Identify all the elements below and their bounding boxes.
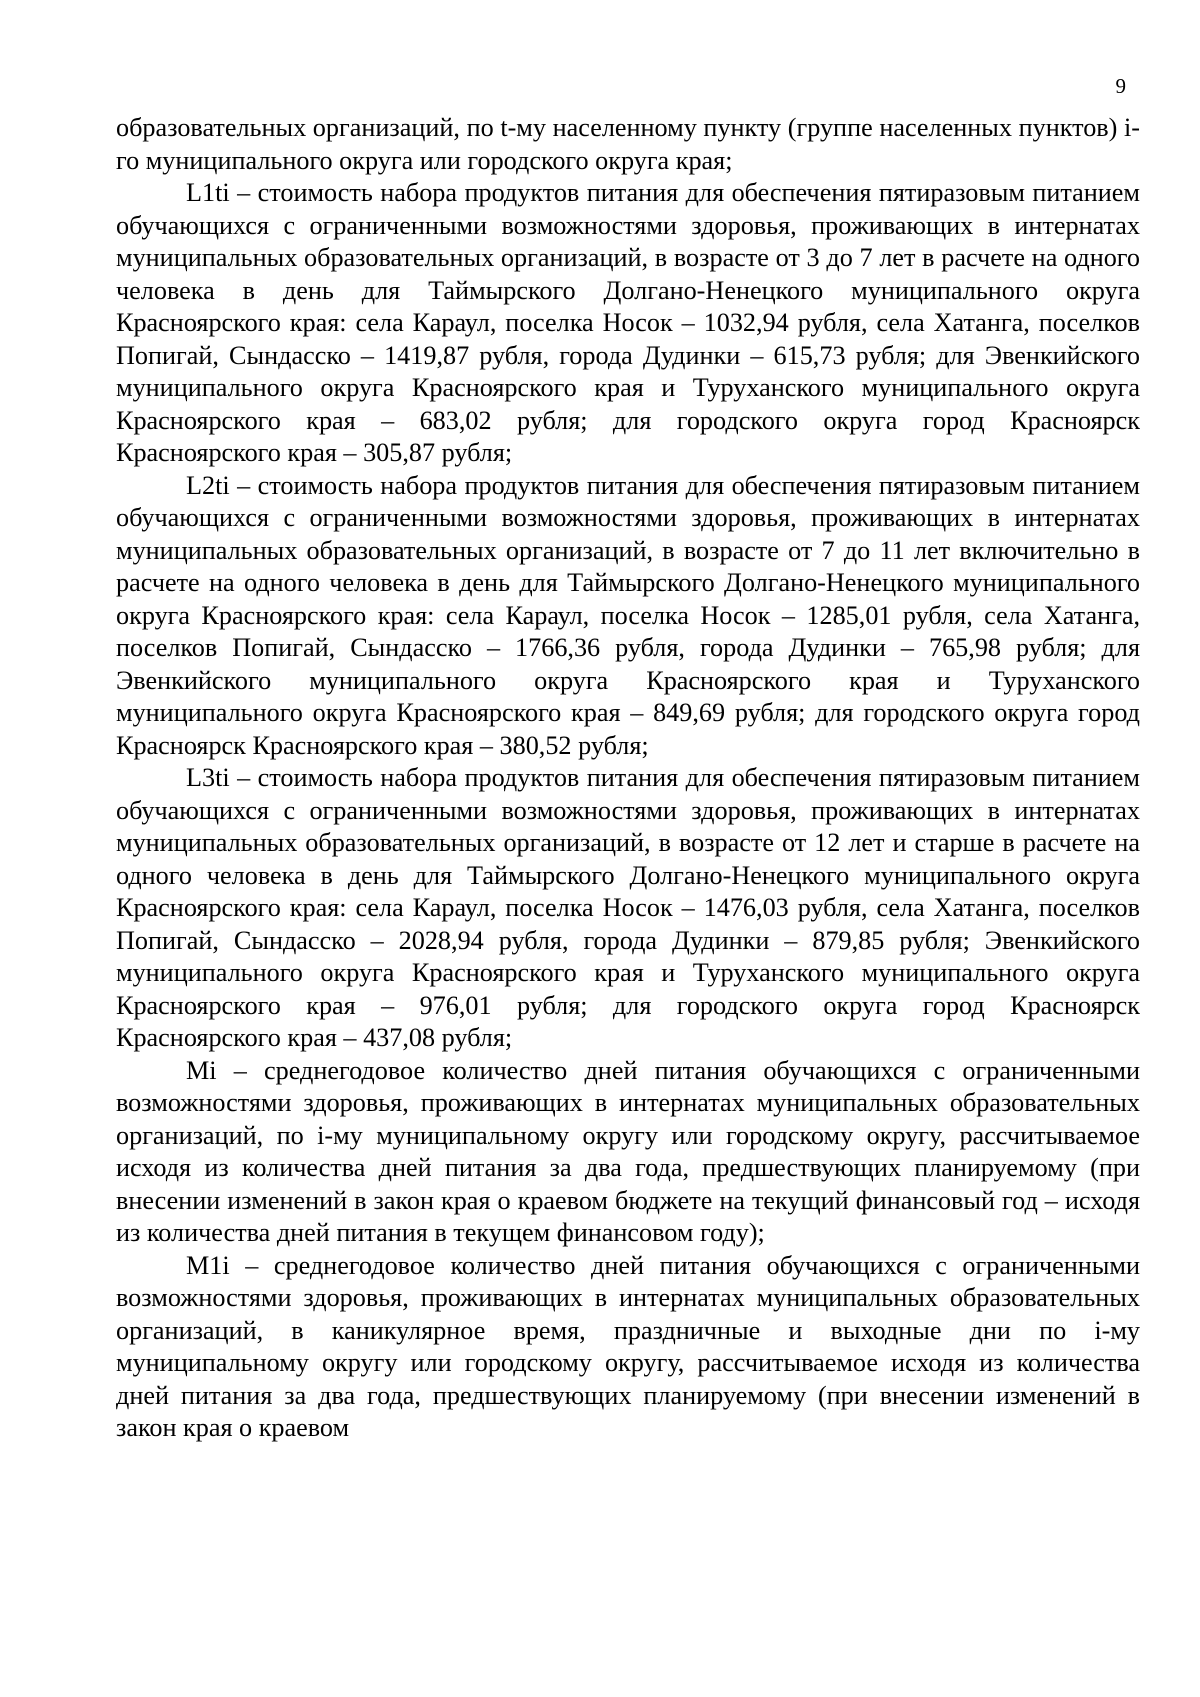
document-body <box>116 112 1140 1445</box>
paragraph-continuation: образовательных организаций, по t-му населенному пункту (группе населенных пунктов) i-го муниципального округа или городского округа края; <box>116 113 1140 175</box>
paragraph-l3ti: L3ti – стоимость набора продуктов питания для обеспечения пятиразовым питанием обучающихся с ограниченными возможностями здоровья, проживающих в интернатах муниципальных образовательных организаций, в возрасте от 12 лет и старше в расчете на одного человека в день для Таймырского Долгано-Ненецкого муниципального округа Красноярского края: села Караул, поселка Носок – 1476,03 рубля, села Хатанга, поселков Попигай, Сындасско – 2028,94 рубля, города Дудинки – 879,85 рубля; Эвенкийского муниципального округа Красноярского края и Туруханского муниципального округа Красноярского края – 976,01 рубля; для городского округа город Красноярск Красноярского края – 437,08 рубля; <box>116 763 1140 1052</box>
paragraph-mi: Mi – среднегодовое количество дней питания обучающихся с ограниченными возможностями здоровья, проживающих в интернатах муниципальных образовательных организаций, по i-му муниципальному округу или городскому округу, рассчитываемое исходя из количества дней питания за два года, предшествующих планируемому (при внесении изменений в закон края о краевом бюджете на текущий финансовый год – исходя из количества дней питания в текущем финансовом году); <box>116 1055 1140 1247</box>
page-number: 9 <box>1115 74 1126 98</box>
paragraph-m1i: M1i – среднегодовое количество дней питания обучающихся с ограниченными возможностями здоровья, проживающих в интернатах муниципальных образовательных организаций, в каникулярное время, праздничные и выходные дни по i-му муниципальному округу или городскому округу, рассчитываемое исходя из количества дней питания за два года, предшествующих планируемому (при внесении изменений в закон края о краевом <box>116 1250 1140 1442</box>
paragraph-l2ti: L2ti – стоимость набора продуктов питания для обеспечения пятиразовым питанием обучающихся с ограниченными возможностями здоровья, проживающих в интернатах муниципальных образовательных организаций, в возрасте от 7 до 11 лет включительно в расчете на одного человека в день для Таймырского Долгано-Ненецкого муниципального округа Красноярского края: села Караул, поселка Носок – 1285,01 рубля, села Хатанга, поселков Попигай, Сындасско – 1766,36 рубля, города Дудинки – 765,98 рубля; для Эвенкийского муниципального округа Красноярского края и Туруханского муниципального округа Красноярского края – 849,69 рубля; для городского округа город Красноярск Красноярского края – 380,52 рубля; <box>116 470 1140 760</box>
paragraph-l1ti: L1ti – стоимость набора продуктов питания для обеспечения пятиразовым питанием обучающихся с ограниченными возможностями здоровья, проживающих в интернатах муниципальных образовательных организаций, в возрасте от 3 до 7 лет в расчете на одного человека в день для Таймырского Долгано-Ненецкого муниципального округа Красноярского края: села Караул, поселка Носок – 1032,94 рубля, села Хатанга, поселков Попигай, Сындасско – 1419,87 рубля, города Дудинки – 615,73 рубля; для Эвенкийского муниципального округа Красноярского края и Туруханского муниципального округа Красноярского края – 683,02 рубля; для городского округа город Красноярск Красноярского края – 305,87 рубля; <box>116 178 1140 467</box>
